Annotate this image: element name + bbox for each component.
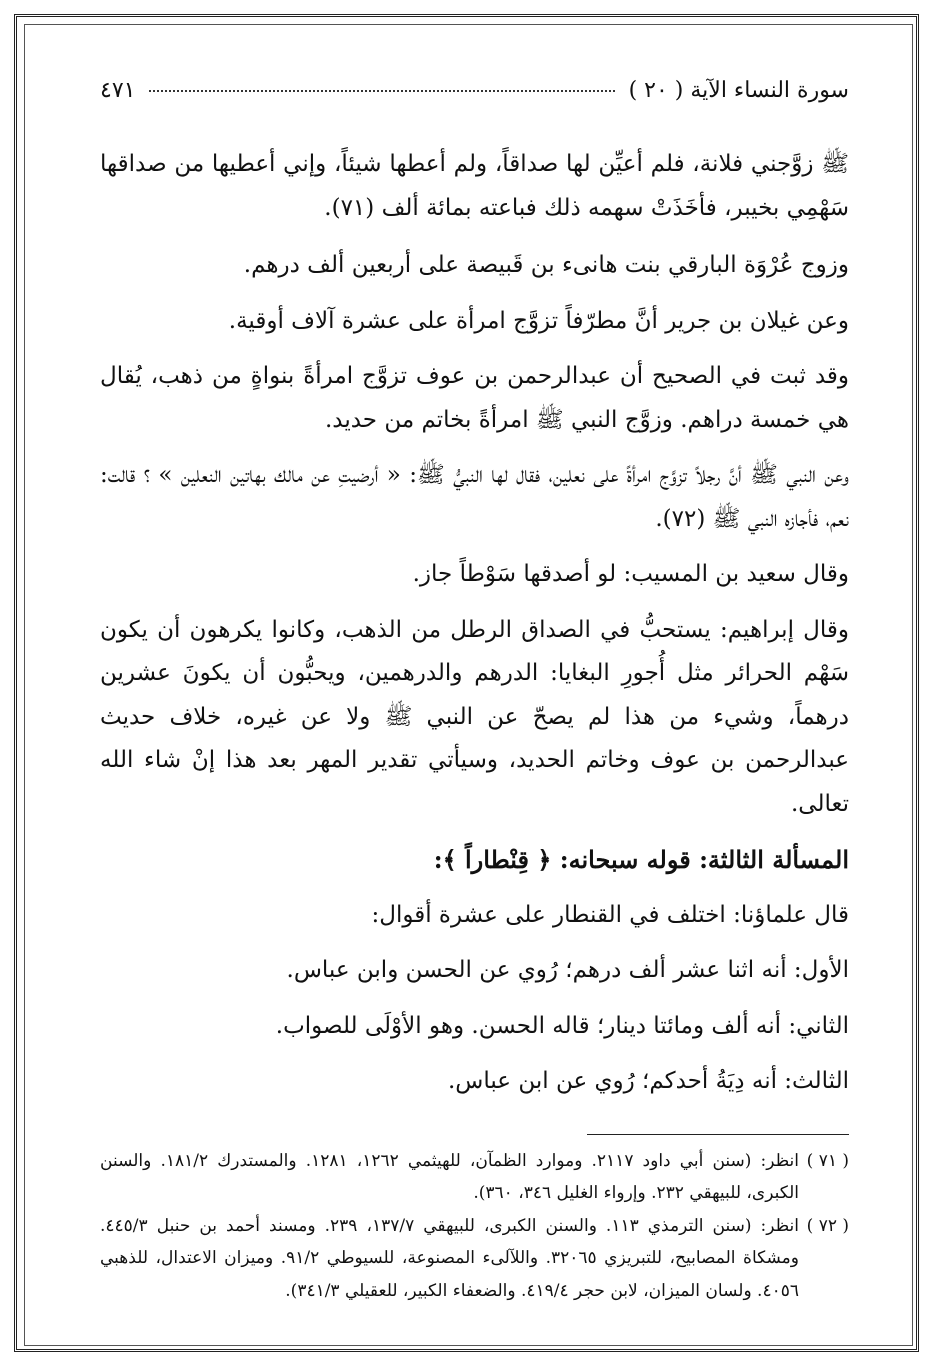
list-item: الثاني: أنه ألف ومائتا دينار؛ قاله الحسن. وهو الأوْلَى للصواب.	[275, 1012, 849, 1039]
paragraph: وقد ثبت في الصحيح أن عبدالرحمن بن عوف تزوَّج امرأةً بنواةٍ من ذهب، يُقال هي خمسة دراهم. وزوَّج النبي ﷺ امرأةً بخاتم من حديد.	[100, 363, 849, 433]
paragraph: ﷺ زوَّجني فلانة، فلم أعيِّن لها صداقاً، ولم أعطها شيئاً، وإني أعطيها من صداقها سَهْمِي بخيبر، فأخَذَتْ سهمه ذلك فباعته بمائة ألف (٧١).	[100, 151, 849, 221]
header-leader-dots	[149, 90, 614, 92]
main-text	[100, 143, 849, 1104]
list-item: الأول: أنه اثنا عشر ألف درهم؛ رُوي عن الحسن وابن عباس.	[286, 957, 849, 983]
footnote	[100, 1145, 849, 1210]
footnote-text: انظر: (سنن أبي داود ٢١١٧. وموارد الظمآن، للهيثمي ١٢٦٢، ١٢٨١. والمستدرك ١٨١/٢. والسنن الكبرى، للبيهقي ٢٣٢. وإرواء الغليل ٣٤٦، ٣٦٠).	[100, 1150, 800, 1203]
book-page	[100, 78, 849, 1307]
running-header	[100, 78, 849, 107]
paragraph: وقال سعيد بن المسيب: لو أصدقها سَوْطاً جاز.	[412, 561, 849, 587]
footnote-number: ( ٧٢ )	[806, 1215, 849, 1236]
paragraph: وزوج عُرْوَة البارقي بنت هانىء بن قَبيصة على أربعين ألف درهم.	[243, 252, 849, 278]
footnotes	[100, 1145, 849, 1308]
paragraph: وقال إبراهيم: يستحبُّ في الصداق الرطل من الذهب، وكانوا يكرهون أن يكون سَهْم الحرائر مثل أُجورِ البغايا: الدرهم والدرهمين، ويحبُّون أن يكونَ عشرين درهماً، وشيء من هذا لم يصحّ عن النبي ﷺ ولا عن غيره، خلاف حديث عبدالرحمن بن عوف وخاتم الحديد، وسيأتي تقدير المهر بعد هذا إنْ شاء الله تعالى.	[100, 616, 849, 817]
paragraph: وعن النبي ﷺ أنَّ رجلاً تزوَّج امرأةً على نعلين، فقال لها النبيُّ ﷺ: « أرضيتِ عن مالك بهاتين النعلين » ؟ قالت: نعم، فأجازه النبي ﷺ (٧٢).	[100, 462, 849, 532]
paragraph: وعن غيلان بن جرير أنَّ مطرّفاً تزوَّج امرأة على عشرة آلاف أوقية.	[228, 307, 849, 334]
list-item: الثالث: أنه دِيَةُ أحدكم؛ رُوي عن ابن عباس.	[447, 1068, 849, 1094]
paragraph: قال علماؤنا: اختلف في القنطار على عشرة أقوال:	[371, 901, 849, 928]
footnote-separator	[587, 1134, 849, 1135]
section-heading: المسألة الثالثة: قوله سبحانه: ﴿ قِنْطاراً ﴾:	[433, 845, 849, 874]
page-number: ٤٧١	[100, 78, 136, 103]
header-title: سورة النساء الآية ( ٢٠ )	[628, 78, 849, 103]
footnote-number: ( ٧١ )	[806, 1150, 849, 1171]
footnote	[100, 1210, 849, 1308]
footnote-text: انظر: (سنن الترمذي ١١٣. والسنن الكبرى، للبيهقي ١٣٧/٧، ٢٣٩. ومسند أحمد بن حنبل ٤٤٥/٣. ومشكاة المصابيح، للتبريزي ٣٢٠٦٥. واللآلىء المصنوعة، للسيوطي ٩١/٢. وميزان الاعتدال، للذهبي ٤٠٥٦. ولسان الميزان، لابن حجر ٤١٩/٤. والضعفاء الكبير، للعقيلي ٣٤١/٣).	[100, 1215, 800, 1301]
